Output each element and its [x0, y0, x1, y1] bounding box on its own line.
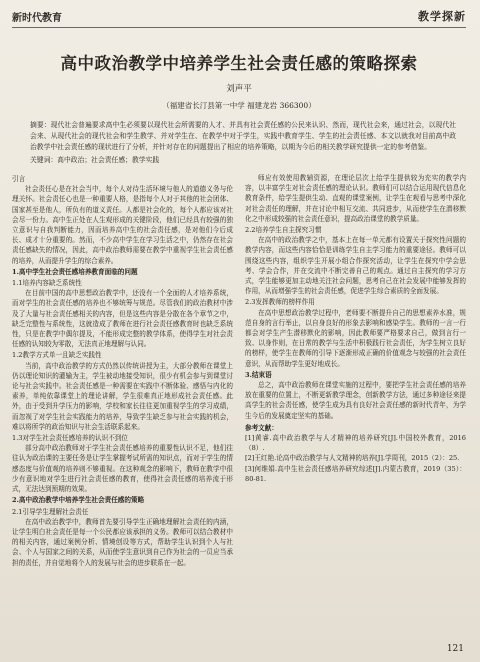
subsection-heading: 2.1引导学生理解社会责任 [12, 507, 89, 516]
body-paragraph: 在目前中国的高中思想政治教学中，还没有一个全面的人才培养系统，而对学生的社会责任感的培养也不够统筹与规范。尽管我们的政治教材中涉及了大量与社会责任感相关的内容，但是这些内容是分散在各个章节之中，缺乏完整性与系统性，这就造成了教师在进行社会责任感教育时也缺乏系统性，只是在教学中偶尔提及，不能形成完整的教学体系，使得学生对社会责任感的认知较为零散，无法真正地理解与认同。 [12, 289, 233, 349]
subsection-heading: 1.1培养内容缺乏系统性 [12, 279, 82, 288]
body-paragraph: 部分高中政治教师对于学生社会责任感培养的重要性认识不足，他们往往认为政治课的主要任务是让学生掌握考试所需的知识点，而对于学生的情感态度与价值观的培养则不够重视。在这种观念的影响下，教师在教学中很少有意识地对学生进行社会责任感的教育，使得社会责任感的培养流于形式，无法达到预期的效果。 [12, 444, 233, 494]
article-author: 刘声平 [226, 84, 252, 94]
body-paragraph: 在高中政治教学中，教师首先要引导学生正确地理解社会责任的内涵，让学生明白社会责任是每一个公民都应该承担的义务。教师可以结合教材中的相关内容，通过案例分析、情境创设等方式，帮助学生认识到个人与社会、个人与国家之间的关系，从而使学生意识到自己作为社会的一员应当承担的责任，并自觉地将个人的发展与社会的进步联系在一起。 [12, 517, 233, 567]
section-name: 教学探新 [418, 10, 466, 23]
body-paragraph: 在高中思想政治教学过程中，老师要不断提升自己的思想素养水准，规范自身的言行举止，以自身良好的形象去影响和感染学生。教师的一言一行都会对学生产生潜移默化的影响，因此教师要严格要求自己，做到言行一致、以身作则，在日常的教学与生活中积极践行社会责任，为学生树立良好的榜样，使学生在教师的引导下逐渐形成正确的价值观念与较强的社会责任意识，从而帮助学生更好地成长。 [245, 308, 466, 368]
magazine-name: 新时代教育 [12, 13, 62, 24]
article-keywords: 关键词：高中政治；社会责任感；教学实践 [30, 156, 160, 164]
body-paragraph: 总之，高中政治教师在课堂实施的过程中，要把学生社会责任感的培养放在重要的位置上，不断更新教学理念，创新教学方法，通过多种途径来提高学生的社会责任感，使学生成为具有良好社会责任感的新时代青年，为学生今后的发展奠定坚实的基础。 [245, 381, 466, 420]
section-heading: 2.高中政治教学中培养学生社会责任感的策略 [12, 496, 145, 505]
article-abstract: 摘要：现代社会普遍要求高中生必须要以现代社会所需要的人才、并具有社会责任感的公民来认识、然而，现代社会来，通过社会，以现代社会来、从现代社会的现代社会和学生教学、并对学生在、在教学中对于学生，实践中教育学生、学生的社会责任感、本文以就我对目前高中政治教学中社会责任感的现状进行了分析，并针对存在的问题提出了相应的培养策略，以期为今后的相关教学研究提供一定的参考借鉴。 [30, 121, 456, 151]
body-paragraph: 师应有效使用教辅资源，在理论层次上给学生提供较为充实的教学内容，以丰富学生对社会责任感的理论认识。教师们可以结合运用现代信息化教育条件，给学生提供生动、直观的课堂案例，让学生在观看与思考中深化对社会责任的理解，并在讨论中相互交流、共同进步，从而使学生在潜移默化之中形成较强的社会责任意识，提高政治课堂的教学质量。 [245, 174, 466, 223]
subsection-heading: 2.3发挥教师的榜样作用 [245, 298, 315, 307]
author-affiliation: （福建省长汀县第一中学 福建龙岩 366300） [162, 101, 316, 110]
references-heading: 参考文献： [245, 423, 278, 432]
body-columns [12, 173, 466, 568]
subsection-heading: 2.2培养学生自主探究习惯 [245, 226, 322, 235]
subsection-heading: 1.3对学生社会责任感培养的认识不到位 [12, 434, 128, 443]
reference-item: [3]何维娟.高中生社会责任感培养研究综述[J].内蒙古教育，2019（35）：80-81. [245, 464, 466, 483]
body-paragraph: 当前，高中政治教学的方式仍然以传统讲授为主，大部分教师在课堂上仍以理论知识的灌输为主，学生被动地接受知识，很少有机会参与到课堂讨论与社会实践中。社会责任感是一种需要在实践中不断体验、感悟与内化的素养，单纯依靠课堂上的理论讲解，学生很难真正地形成社会责任感。此外，由于受到升学压力的影响，学校和家长往往更加重视学生的学习成绩，而忽视了对学生社会实践能力的培养，导致学生缺乏参与社会实践的机会，难以将所学的政治知识与社会生活联系起来。 [12, 361, 233, 431]
reference-item: [2]王红艳.论高中政治教学与人文精神的培养[J].学周刊，2015（2）：25. [245, 454, 460, 463]
article-title: 高中政治教学中培养学生社会责任感的策略探索 [60, 54, 418, 73]
running-header [12, 8, 466, 28]
left-column [12, 173, 233, 568]
subsection-heading: 1.2教学方式单一且缺乏实践性 [12, 351, 102, 360]
page-number: 121 [446, 644, 464, 654]
body-paragraph: 社会责任心是在社会当中，每个人对待生活环境与他人的道德义务与伦理关怀。社会责任心也是一种重要人格，是指每个人对于其他的社会团体、国家甚至是他人，所负有的道义责任。人都是社会化的，每个人都应该对社会尽一份力。高中生正处在人生观形成的关键阶段，他们已经具有较强的独立意识与自我判断能力，因而培养高中生的社会责任感，是对他们今后成长、成才十分重要的。然而，不少高中学生在学习生活之中，仍然存在社会责任感缺失的情况，因此，高中政治教师需要在教学中重视学生社会责任感的培养，从而提升学生的综合素养。 [12, 185, 233, 265]
right-column [245, 173, 466, 568]
section-heading: 3.结束语 [245, 370, 272, 379]
subsection-heading: 引言 [12, 175, 26, 183]
body-paragraph: 在高中的政治教学之中，基本上在每一单元都有设置关于探究性问题的教学内容，而这些内容恰恰是训练学生自主学习能力的重要途径。教师可以围绕这些内容，组织学生开展小组合作探究活动，让学生在探究中学会思考、学会合作，并在交流中不断完善自己的观点。通过自主探究的学习方式，学生能够更加主动地关注社会问题，思考自己在社会发展中能够发挥的作用，从而增强学生的社会责任感，促进学生综合素质的全面发展。 [245, 236, 466, 296]
reference-item: [1]黄睿.高中政治教学与人才精神的培养研究[J].中国校外教育，2016（8）. [245, 434, 466, 453]
section-heading: 1.高中学生社会责任感培养教育面临的问题 [12, 267, 138, 276]
